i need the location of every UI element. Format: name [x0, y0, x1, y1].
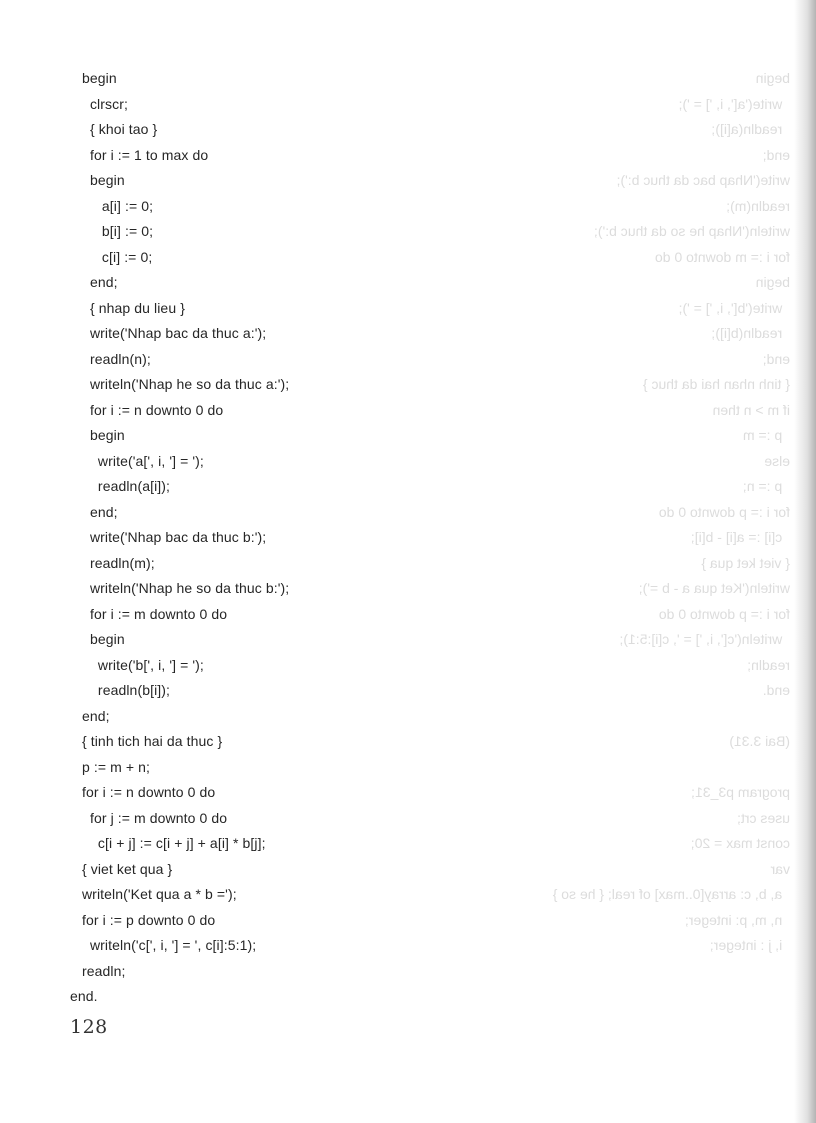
bleed-through-line: write('a[', i, '] = '); [678, 95, 790, 112]
bleed-through-line: writeln('c[', i, '] = ', c[i]:5:1); [619, 631, 790, 647]
code-line: for i := n downto 0 do [70, 401, 224, 418]
code-line: { nhap du lieu } [70, 299, 185, 316]
code-line: end; [70, 707, 110, 724]
code-line: write('Nhap bac da thuc b:'); [70, 529, 267, 545]
bleed-through-line: for i := p downto 0 do [658, 503, 790, 520]
bleed-through-line: writeln('Ket qua a - b ='); [638, 580, 790, 596]
bleed-through-line: readln(m); [726, 197, 790, 214]
code-line: readln(b[i]); [70, 682, 171, 698]
bleed-through-line: for i := m downto 0 do [654, 248, 790, 265]
code-line: { khoi tao } [70, 121, 158, 137]
bleed-through-line [500, 704, 790, 730]
bleed-through-line: end. [762, 682, 790, 698]
code-line: a[i] := 0; [70, 197, 154, 214]
bleed-through-line: program p3_31; [691, 784, 790, 800]
bleed-through-line: c[i] := a[i] - b[i]; [690, 529, 790, 545]
bleed-through-line: end; [762, 350, 790, 367]
bleed-through-line: else [764, 452, 790, 469]
bleed-through-line: p := n; [742, 478, 790, 494]
code-line: for i := n downto 0 do [70, 784, 216, 800]
code-line: b[i] := 0; [70, 223, 154, 239]
page-edge-shadow [794, 0, 816, 1123]
code-line: end; [70, 274, 118, 290]
bleed-through-line: uses crt; [737, 809, 790, 826]
bleed-through-line: writeln('Nhap he so da thuc b:'); [594, 223, 790, 239]
bleed-through-line: (Bai 3.31) [729, 733, 790, 749]
code-line: writeln('Nhap he so da thuc a:'); [70, 376, 290, 392]
code-line: write('b[', i, '] = '); [70, 656, 204, 673]
code-line: begin [70, 172, 125, 188]
code-line: { viet ket qua } [70, 860, 173, 877]
bleed-through-line: for i := p downto 0 do [658, 605, 790, 622]
bleed-through-line: var [770, 860, 790, 877]
code-line: c[i] := 0; [70, 248, 153, 265]
code-line: end. [70, 988, 98, 1004]
code-line: begin [70, 631, 125, 647]
bleed-through-line: const max = 20; [690, 835, 790, 851]
page-number: 128 [70, 1016, 108, 1038]
bleed-through-line: n, m, p: integer; [684, 911, 790, 928]
code-line: clrscr; [70, 95, 128, 112]
code-line: for j := m downto 0 do [70, 809, 228, 826]
bleed-through-line: { tinh nhan hai da thuc } [642, 376, 790, 392]
code-line: { tinh tich hai da thuc } [70, 733, 223, 749]
code-line: end; [70, 503, 118, 520]
code-line: writeln('Ket qua a * b ='); [70, 886, 237, 902]
bleed-through-line: begin [755, 70, 790, 86]
code-line: begin [70, 70, 117, 86]
code-line: for i := 1 to max do [70, 146, 209, 163]
bleed-through-line: i, j : integer; [709, 937, 790, 953]
code-line: for i := m downto 0 do [70, 605, 228, 622]
code-line: readln(n); [70, 350, 151, 367]
code-line: readln; [70, 962, 126, 979]
bleed-through-text [500, 66, 790, 959]
bleed-through-line: { viet ket qua } [701, 554, 790, 571]
code-line: for i := p downto 0 do [70, 911, 216, 928]
bleed-through-line: readln; [747, 656, 790, 673]
bleed-through-line: a, b, c: array[0..max] of real; { he so } [552, 886, 790, 902]
bleed-through-line [500, 755, 790, 781]
bleed-through-line: p := m [742, 427, 790, 443]
bleed-through-line: readln(a[i]); [711, 121, 790, 137]
code-line: writeln('Nhap he so da thuc b:'); [70, 580, 290, 596]
code-line: p := m + n; [70, 758, 150, 775]
bleed-through-line: readln(b[i]); [711, 325, 790, 341]
bleed-through-line: write('Nhap bac da thuc b:'); [616, 172, 790, 188]
code-listing [70, 66, 289, 1010]
bleed-through-line: if m > n then [712, 401, 790, 418]
code-line: readln(a[i]); [70, 478, 171, 494]
code-line: writeln('c[', i, '] = ', c[i]:5:1); [70, 937, 257, 953]
bleed-through-line: end; [762, 146, 790, 163]
code-line: readln(m); [70, 554, 155, 571]
code-line: write('Nhap bac da thuc a:'); [70, 325, 267, 341]
bleed-through-line: begin [755, 274, 790, 290]
code-line: write('a[', i, '] = '); [70, 452, 204, 469]
code-line: begin [70, 427, 125, 443]
code-line: c[i + j] := c[i + j] + a[i] * b[j]; [70, 835, 266, 851]
bleed-through-line: write('b[', i, '] = '); [678, 299, 790, 316]
